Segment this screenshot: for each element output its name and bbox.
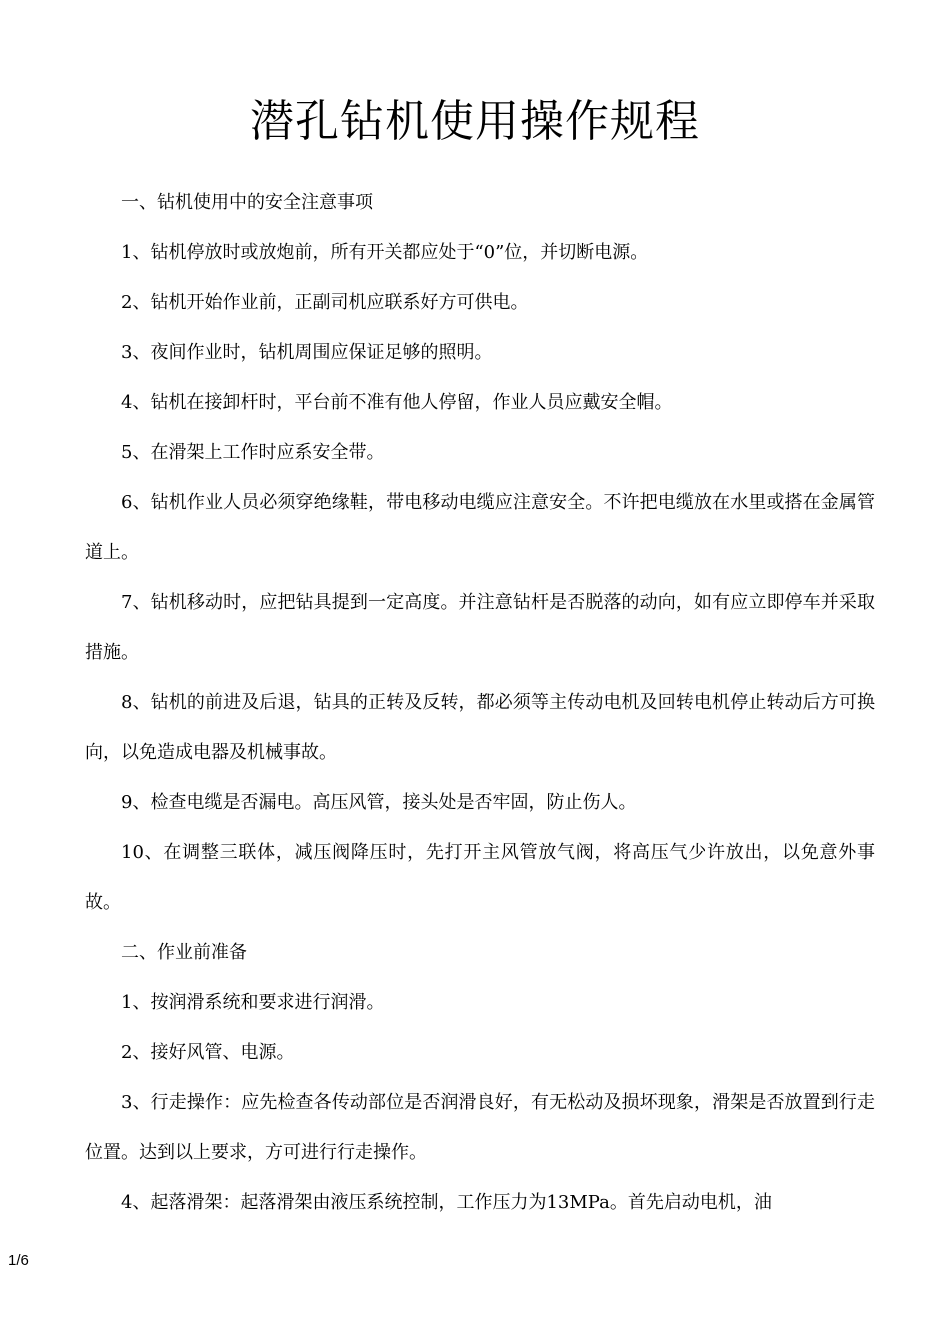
paragraph: 3、夜间作业时，钻机周围应保证足够的照明。 xyxy=(121,342,493,363)
paragraph: 9、检查电缆是否漏电。高压风管，接头处是否牢固，防止伤人。 xyxy=(121,792,637,813)
paragraph: 4、钻机在接卸杆时，平台前不准有他人停留，作业人员应戴安全帽。 xyxy=(121,392,673,413)
paragraph: 6、钻机作业人员必须穿绝缘鞋，带电移动电缆应注意安全。不许把电缆放在水里或搭在金属管道上。 xyxy=(85,492,875,563)
page-number: 1/6 xyxy=(8,1252,29,1269)
paragraph: 2、钻机开始作业前，正副司机应联系好方可供电。 xyxy=(121,292,529,313)
paragraph: 5、在滑架上工作时应系安全带。 xyxy=(121,442,385,463)
paragraph: 2、接好风管、电源。 xyxy=(121,1042,295,1063)
document-title: 潜孔钻机使用操作规程 xyxy=(250,96,700,147)
section-heading-preparation: 二、作业前准备 xyxy=(121,942,247,963)
paragraph: 1、钻机停放时或放炮前，所有开关都应处于“0”位，并切断电源。 xyxy=(121,242,649,263)
paragraph: 8、钻机的前进及后退，钻具的正转及反转，都必须等主传动电机及回转电机停止转动后方可换向，以免造成电器及机械事故。 xyxy=(85,692,875,763)
document-body xyxy=(85,178,875,1228)
paragraph: 4、起落滑架：起落滑架由液压系统控制，工作压力为13MPa。首先启动电机，油 xyxy=(121,1192,772,1213)
paragraph: 3、行走操作：应先检查各传动部位是否润滑良好，有无松动及损坏现象，滑架是否放置到行走位置。达到以上要求，方可进行行走操作。 xyxy=(85,1092,875,1163)
section-heading-safety: 一、钻机使用中的安全注意事项 xyxy=(121,192,373,213)
paragraph: 1、按润滑系统和要求进行润滑。 xyxy=(121,992,385,1013)
paragraph: 10、在调整三联体，减压阀降压时，先打开主风管放气阀，将高压气少许放出，以免意外事故。 xyxy=(85,842,875,913)
paragraph: 7、钻机移动时，应把钻具提到一定高度。并注意钻杆是否脱落的动向，如有应立即停车并采取措施。 xyxy=(85,592,875,663)
